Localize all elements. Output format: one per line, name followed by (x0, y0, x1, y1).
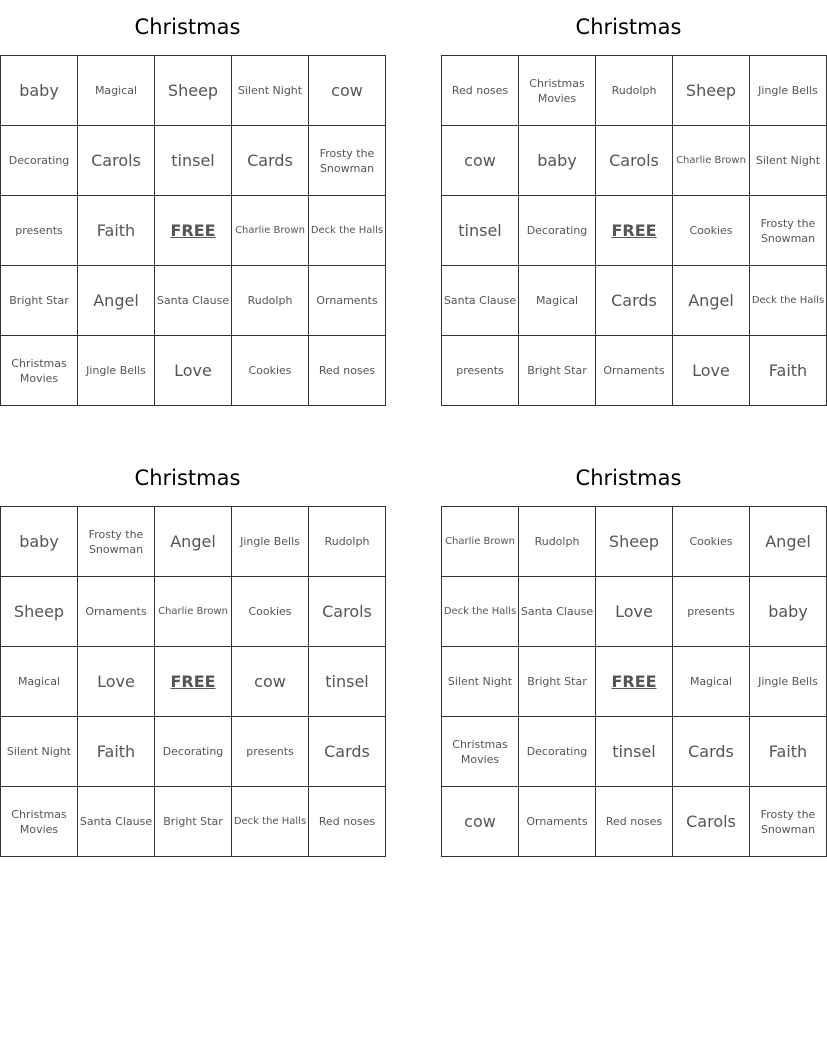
bingo-cell: Jingle Bells (750, 56, 827, 126)
bingo-cell: Sheep (596, 507, 673, 577)
bingo-card-4 (441, 451, 816, 857)
bingo-cell: Decorating (519, 196, 596, 266)
grid-row (442, 787, 827, 857)
grid-row (442, 126, 827, 196)
free-space-cell: FREE (155, 647, 232, 717)
grid-row (1, 507, 386, 577)
bingo-cell: Decorating (519, 717, 596, 787)
bingo-cell: Red noses (596, 787, 673, 857)
bingo-grid (0, 55, 386, 406)
bingo-cell: Silent Night (232, 56, 309, 126)
grid-row (442, 56, 827, 126)
bingo-cell: Christmas Movies (1, 336, 78, 406)
bingo-cell: Frosty the Snowman (309, 126, 386, 196)
bingo-cell: Charlie Brown (442, 507, 519, 577)
bingo-cell: Sheep (155, 56, 232, 126)
bingo-cell: presents (1, 196, 78, 266)
bingo-cell: cow (442, 787, 519, 857)
bingo-cell: cow (442, 126, 519, 196)
bingo-cell: Cards (232, 126, 309, 196)
grid-row (1, 126, 386, 196)
bingo-cell: Frosty the Snowman (78, 507, 155, 577)
bingo-cell: Deck the Halls (750, 266, 827, 336)
bingo-cell: Magical (1, 647, 78, 717)
bingo-cell: baby (519, 126, 596, 196)
bingo-cell: Deck the Halls (442, 577, 519, 647)
bingo-cell: Bright Star (155, 787, 232, 857)
bingo-cell: tinsel (596, 717, 673, 787)
bingo-cell: Love (596, 577, 673, 647)
bingo-card-3 (0, 451, 375, 857)
bingo-cell: Rudolph (596, 56, 673, 126)
bingo-cell: Charlie Brown (155, 577, 232, 647)
card-title: Christmas (575, 15, 682, 39)
bingo-cell: Cards (596, 266, 673, 336)
bingo-cell: Cards (309, 717, 386, 787)
bingo-cell: Carols (78, 126, 155, 196)
bingo-card-2 (441, 0, 825, 406)
bingo-cell: Ornaments (309, 266, 386, 336)
bingo-cell: Christmas Movies (1, 787, 78, 857)
bingo-cell: Faith (78, 717, 155, 787)
bingo-cell: Cookies (673, 196, 750, 266)
grid-row (1, 196, 386, 266)
bingo-cell: Christmas Movies (519, 56, 596, 126)
bingo-cell: Silent Night (1, 717, 78, 787)
bingo-cell: baby (750, 577, 827, 647)
bingo-grid (0, 506, 386, 857)
bingo-cell: Magical (673, 647, 750, 717)
bingo-cell: cow (232, 647, 309, 717)
bingo-cell: Rudolph (232, 266, 309, 336)
bingo-cell: Christmas Movies (442, 717, 519, 787)
card-title: Christmas (134, 466, 241, 490)
card-title: Christmas (134, 15, 241, 39)
bingo-grid (441, 506, 827, 857)
grid-row (442, 577, 827, 647)
bingo-cell: presents (232, 717, 309, 787)
bingo-cell: Love (673, 336, 750, 406)
bingo-cell: Jingle Bells (750, 647, 827, 717)
bingo-cell: Charlie Brown (232, 196, 309, 266)
bingo-grid (441, 55, 827, 406)
bingo-cell: Silent Night (750, 126, 827, 196)
grid-row (1, 717, 386, 787)
bingo-cell: tinsel (309, 647, 386, 717)
bingo-cell: Bright Star (519, 336, 596, 406)
bingo-cell: Santa Clause (442, 266, 519, 336)
bingo-cell: Red noses (442, 56, 519, 126)
bingo-cell: Sheep (1, 577, 78, 647)
bingo-cell: Faith (78, 196, 155, 266)
bingo-cell: Carols (309, 577, 386, 647)
bingo-cell: Cards (673, 717, 750, 787)
bingo-cell: presents (442, 336, 519, 406)
bingo-cell: Frosty the Snowman (750, 787, 827, 857)
grid-row (1, 787, 386, 857)
bingo-cell: Santa Clause (519, 577, 596, 647)
grid-row (442, 717, 827, 787)
bingo-cell: Magical (78, 56, 155, 126)
grid-row (1, 266, 386, 336)
free-space-cell: FREE (596, 647, 673, 717)
grid-row (1, 647, 386, 717)
bingo-cell: baby (1, 56, 78, 126)
bingo-cell: Deck the Halls (232, 787, 309, 857)
card-title: Christmas (575, 466, 682, 490)
bingo-cell: Love (155, 336, 232, 406)
bingo-cell: Jingle Bells (78, 336, 155, 406)
bingo-cell: Cookies (673, 507, 750, 577)
bingo-cell: Angel (155, 507, 232, 577)
bingo-cell: tinsel (155, 126, 232, 196)
bingo-cell: Santa Clause (78, 787, 155, 857)
grid-row (1, 56, 386, 126)
grid-row (1, 577, 386, 647)
grid-row (1, 336, 386, 406)
bingo-cell: Ornaments (78, 577, 155, 647)
bingo-cell: Cookies (232, 336, 309, 406)
bingo-cell: Decorating (155, 717, 232, 787)
bingo-cell: Ornaments (519, 787, 596, 857)
bingo-cell: baby (1, 507, 78, 577)
bingo-cell: Silent Night (442, 647, 519, 717)
bingo-cell: Faith (750, 336, 827, 406)
bingo-cell: Decorating (1, 126, 78, 196)
bingo-cell: Bright Star (1, 266, 78, 336)
free-space-cell: FREE (155, 196, 232, 266)
bingo-cell: Ornaments (596, 336, 673, 406)
bingo-cell: Red noses (309, 787, 386, 857)
bingo-cell: Sheep (673, 56, 750, 126)
bingo-cell: cow (309, 56, 386, 126)
grid-row (442, 647, 827, 717)
bingo-cell: Love (78, 647, 155, 717)
bingo-cell: Angel (750, 507, 827, 577)
bingo-cell: Bright Star (519, 647, 596, 717)
grid-row (442, 196, 827, 266)
bingo-cell: Carols (596, 126, 673, 196)
bingo-cell: Rudolph (309, 507, 386, 577)
bingo-cell: Faith (750, 717, 827, 787)
bingo-cell: Red noses (309, 336, 386, 406)
bingo-cell: Cookies (232, 577, 309, 647)
bingo-cell: Santa Clause (155, 266, 232, 336)
grid-row (442, 336, 827, 406)
bingo-cell: Jingle Bells (232, 507, 309, 577)
free-space-cell: FREE (596, 196, 673, 266)
bingo-cell: Charlie Brown (673, 126, 750, 196)
grid-row (442, 266, 827, 336)
bingo-cell: Magical (519, 266, 596, 336)
bingo-cell: Carols (673, 787, 750, 857)
bingo-cell: Angel (78, 266, 155, 336)
bingo-cell: Deck the Halls (309, 196, 386, 266)
bingo-cell: Rudolph (519, 507, 596, 577)
bingo-cell: tinsel (442, 196, 519, 266)
bingo-cell: presents (673, 577, 750, 647)
bingo-card-1 (0, 0, 384, 406)
bingo-cell: Frosty the Snowman (750, 196, 827, 266)
bingo-cell: Angel (673, 266, 750, 336)
grid-row (442, 507, 827, 577)
